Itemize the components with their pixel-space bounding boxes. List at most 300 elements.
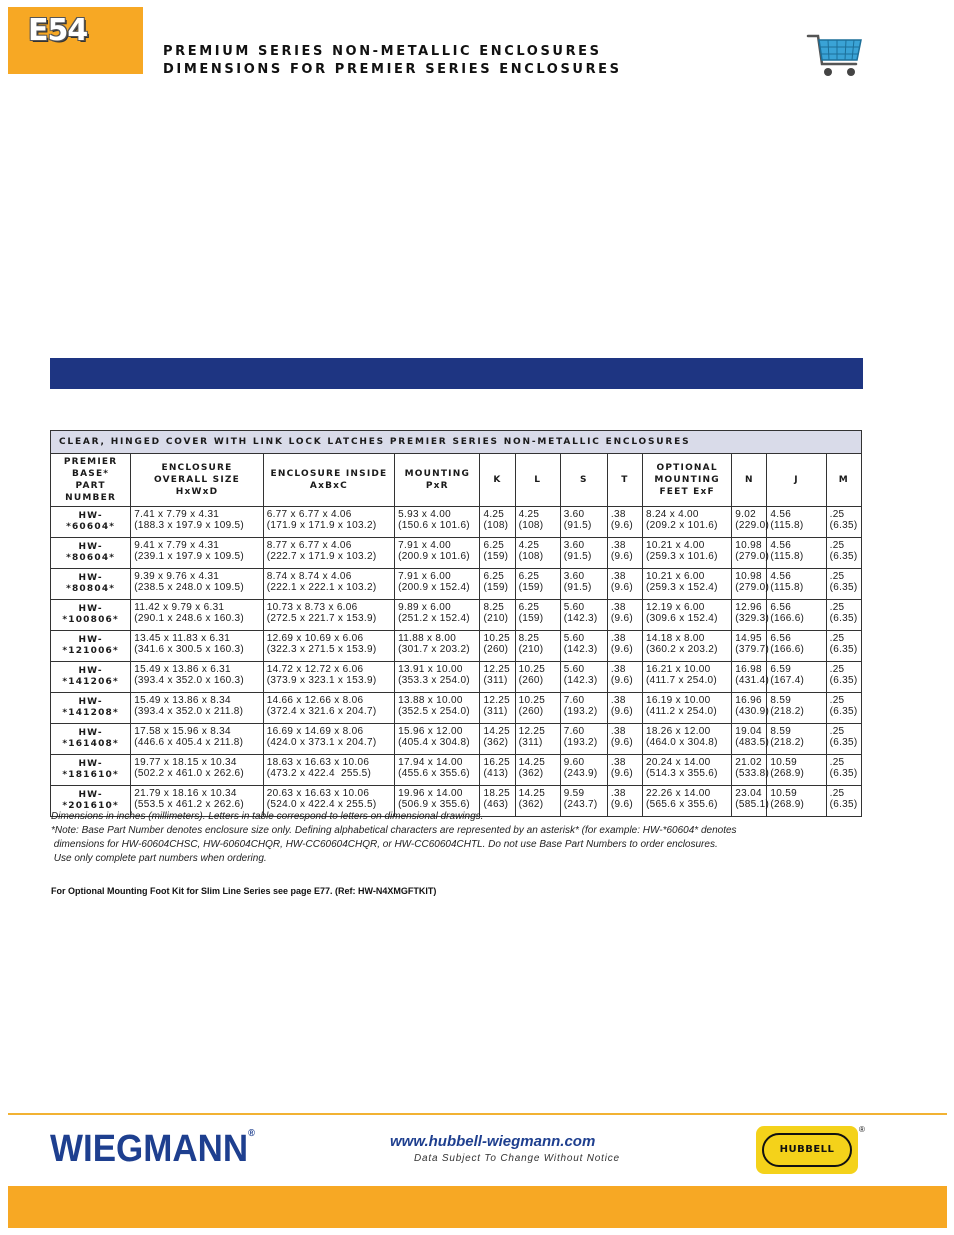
mm-value: (362) [518, 768, 544, 779]
inch-value: .25 [829, 726, 845, 737]
footer-bar [8, 1186, 947, 1228]
dimension-cell [131, 631, 263, 662]
mm-value: (150.6 x 101.6) [398, 520, 470, 531]
mm-value: (311) [483, 675, 508, 686]
inch-value: 14.72 x 12.72 x 6.06 [266, 664, 364, 675]
header-title-line-1: PREMIUM SERIES NON-METALLIC ENCLOSURES [163, 44, 602, 59]
mm-value: (483.5) [735, 737, 770, 748]
inch-value: 16.25 [483, 757, 510, 768]
inch-value: .38 [610, 633, 626, 644]
column-header-line: K [493, 475, 502, 485]
column-header-line: BASE* [72, 469, 110, 479]
part-number-cell: HW-*201610* [51, 786, 131, 817]
column-header [643, 454, 732, 507]
inch-value: .25 [829, 509, 845, 520]
inch-value: 10.21 x 4.00 [646, 540, 705, 551]
dimension-cell [480, 662, 515, 693]
mm-value: (464.0 x 304.8) [646, 737, 718, 748]
mm-value: (309.6 x 152.4) [646, 613, 718, 624]
column-header [480, 454, 515, 507]
dimension-cell [395, 538, 480, 569]
dimension-cell [560, 569, 607, 600]
inch-value: 9.02 [735, 509, 756, 520]
dimension-cell [131, 507, 263, 538]
dimension-cell [767, 755, 826, 786]
inch-value: 6.59 [770, 664, 792, 675]
inch-value: 22.26 x 14.00 [646, 788, 711, 799]
inch-value: .25 [829, 695, 845, 706]
dimension-cell [560, 662, 607, 693]
dimension-cell [732, 755, 770, 786]
inch-value: 10.98 [735, 571, 762, 582]
dimension-cell [826, 662, 861, 693]
column-header-line: PREMIER [63, 457, 118, 467]
dimension-cell [826, 631, 861, 662]
mm-value: (533.8) [735, 768, 770, 779]
inch-value: .25 [829, 571, 845, 582]
section-header-bar [50, 358, 863, 389]
dimension-cell [560, 631, 607, 662]
header-title-line-2: DIMENSIONS FOR PREMIER SERIES ENCLOSURES [163, 62, 622, 77]
dimension-cell [767, 538, 826, 569]
mm-value: (166.6) [770, 613, 805, 624]
column-header-line: PART NUMBER [65, 481, 117, 503]
mm-value: (6.35) [829, 644, 858, 655]
inch-value: 21.02 [735, 757, 762, 768]
inch-value: 12.96 [735, 602, 762, 613]
table-row [51, 693, 862, 724]
section-badge [8, 7, 143, 74]
hubbell-registered-mark: ® [859, 1125, 865, 1134]
dimension-cell [643, 755, 732, 786]
mm-value: (243.7) [563, 799, 598, 810]
dimension-cell [732, 662, 770, 693]
inch-value: 9.59 [563, 788, 585, 799]
mm-value: (209.2 x 101.6) [646, 520, 718, 531]
dimension-cell [263, 755, 394, 786]
optional-foot-kit-note: For Optional Mounting Foot Kit for Slim Line Series see page E77. (Ref: HW-N4XMGFTKIT) [51, 886, 437, 896]
mm-value: (430.9) [735, 706, 770, 717]
mm-value: (6.35) [829, 675, 858, 686]
mm-value: (268.9) [770, 768, 805, 779]
mm-value: (260) [483, 644, 509, 655]
inch-value: 3.60 [563, 540, 585, 551]
dimension-cell [767, 662, 826, 693]
mm-value: (446.6 x 405.4 x 211.8) [134, 737, 244, 748]
inch-value: 8.59 [770, 695, 792, 706]
mm-value: (108) [518, 551, 544, 562]
note-line: dimensions for HW-60604CHSC, HW-60604CHQR, HW-CC60604CHQR, or HW-CC60604CHTL. Do not use Base Part Numbers to order enclosures. [51, 839, 718, 850]
inch-value: 11.42 x 9.79 x 6.31 [134, 602, 225, 613]
mm-value: (6.35) [829, 613, 858, 624]
dimension-cell [643, 600, 732, 631]
mm-value: (424.0 x 373.1 x 204.7) [266, 737, 377, 748]
dimension-cell [515, 693, 560, 724]
inch-value: 5.60 [563, 633, 585, 644]
inch-value: 14.66 x 12.66 x 8.06 [266, 695, 364, 706]
inch-value: 23.04 [735, 788, 762, 799]
mm-value: (239.1 x 197.9 x 109.5) [134, 551, 245, 562]
part-number-cell: HW-*80604* [51, 538, 131, 569]
inch-value: 14.25 [518, 788, 546, 799]
part-number-cell: HW-*100806* [51, 600, 131, 631]
mm-value: (259.3 x 101.6) [646, 551, 718, 562]
mm-value: (193.2) [563, 706, 598, 717]
mm-value: (373.9 x 323.1 x 153.9) [266, 675, 377, 686]
inch-value: 14.25 [483, 726, 510, 737]
inch-value: .25 [829, 633, 845, 644]
inch-value: .38 [610, 571, 626, 582]
dimension-cell [480, 538, 515, 569]
inch-value: 15.96 x 12.00 [398, 726, 463, 737]
note-line: Use only complete part numbers when ordering. [51, 853, 267, 864]
dimension-cell [515, 755, 560, 786]
inch-value: 10.59 [770, 757, 797, 768]
inch-value: 9.89 x 6.00 [398, 602, 451, 613]
inch-value: .38 [610, 788, 626, 799]
mm-value: (159) [518, 613, 544, 624]
mm-value: (6.35) [829, 582, 858, 593]
inch-value: 4.25 [518, 540, 540, 551]
dimension-cell [263, 569, 394, 600]
dimension-cell [826, 755, 861, 786]
dimension-cell [560, 600, 607, 631]
mm-value: (9.6) [610, 613, 633, 624]
inch-value: .38 [610, 540, 626, 551]
inch-value: .38 [610, 757, 626, 768]
dimension-cell [732, 600, 770, 631]
mm-value: (210) [518, 644, 544, 655]
inch-value: 8.25 [518, 633, 540, 644]
mm-value: (362) [518, 799, 544, 810]
dimension-cell [826, 569, 861, 600]
mm-value: (159) [483, 551, 509, 562]
dimension-cell [607, 600, 642, 631]
inch-value: 21.79 x 18.16 x 10.34 [134, 788, 237, 799]
dimension-cell [480, 569, 515, 600]
inch-value: 6.25 [483, 540, 505, 551]
column-header-line: OPTIONAL [656, 463, 718, 473]
dimension-cell [767, 786, 826, 817]
dimension-cell [263, 600, 394, 631]
mm-value: (553.5 x 461.2 x 262.6) [134, 799, 245, 810]
dimension-cell [643, 631, 732, 662]
dimension-cell [826, 724, 861, 755]
dimension-cell [607, 693, 642, 724]
dimension-cell [826, 538, 861, 569]
note-line: *Note: Base Part Number denotes enclosure size only. Defining alphabetical characters are represented by an asterisk* (for example: HW-*60604* denotes [51, 825, 737, 836]
inch-value: 10.21 x 6.00 [646, 571, 705, 582]
mm-value: (259.3 x 152.4) [646, 582, 718, 593]
logo-registered-mark: ® [248, 1128, 255, 1139]
inch-value: 16.19 x 10.00 [646, 695, 711, 706]
dimension-cell [395, 755, 480, 786]
table-title: CLEAR, HINGED COVER WITH LINK LOCK LATCHES PREMIER SERIES NON-METALLIC ENCLOSURES [51, 431, 862, 454]
inch-value: 10.25 [483, 633, 510, 644]
mm-value: (167.4) [770, 675, 805, 686]
column-header [395, 454, 480, 507]
inch-value: 12.69 x 10.69 x 6.06 [266, 633, 364, 644]
inch-value: .38 [610, 726, 626, 737]
badge-label: E54 [28, 13, 88, 48]
inch-value: 7.91 x 4.00 [398, 540, 451, 551]
shopping-cart-icon[interactable] [806, 30, 864, 80]
mm-value: (372.4 x 321.6 x 204.7) [266, 706, 377, 717]
dimension-cell [732, 631, 770, 662]
mm-value: (91.5) [563, 551, 592, 562]
inch-value: 9.41 x 7.79 x 4.31 [134, 540, 220, 551]
dimensions-table [50, 430, 862, 817]
inch-value: 9.60 [563, 757, 585, 768]
inch-value: 12.25 [483, 695, 510, 706]
mm-value: (6.35) [829, 520, 858, 531]
inch-value: 19.77 x 18.15 x 10.34 [134, 757, 237, 768]
wiegmann-logo [50, 1128, 255, 1171]
dimension-cell [395, 631, 480, 662]
disclaimer-text: Data Subject To Change Without Notice [414, 1153, 620, 1164]
table-row [51, 724, 862, 755]
inch-value: 7.41 x 7.79 x 4.31 [134, 509, 220, 520]
column-header [767, 454, 826, 507]
dimension-cell [395, 693, 480, 724]
inch-value: 9.39 x 9.76 x 4.31 [134, 571, 220, 582]
dimension-cell [732, 786, 770, 817]
mm-value: (6.35) [829, 551, 858, 562]
inch-value: 10.25 [518, 695, 546, 706]
inch-value: 10.25 [518, 664, 546, 675]
column-header-line: ENCLOSURE [161, 463, 233, 473]
dimension-cell [732, 507, 770, 538]
column-header-line: MOUNTING [404, 469, 471, 479]
inch-value: 15.49 x 13.86 x 8.34 [134, 695, 231, 706]
dimension-cell [395, 724, 480, 755]
inch-value: 6.25 [518, 602, 540, 613]
mm-value: (210) [483, 613, 509, 624]
inch-value: 4.56 [770, 509, 792, 520]
column-header [560, 454, 607, 507]
column-header-line: MOUNTING [654, 475, 720, 485]
dimension-cell [515, 538, 560, 569]
column-header [607, 454, 642, 507]
footer-divider [8, 1113, 947, 1115]
mm-value: (115.8) [770, 551, 804, 562]
mm-value: (9.6) [610, 582, 633, 593]
dimension-cell [643, 662, 732, 693]
dimension-cell [732, 724, 770, 755]
mm-value: (9.6) [610, 768, 633, 779]
mm-value: (200.9 x 152.4) [398, 582, 470, 593]
dimension-cell [767, 724, 826, 755]
mm-value: (142.3) [563, 613, 598, 624]
column-header-line: PxR [425, 481, 449, 491]
dimension-cell [732, 538, 770, 569]
dimension-cell [131, 662, 263, 693]
dimension-cell [515, 569, 560, 600]
table-row [51, 600, 862, 631]
dimension-cell [643, 569, 732, 600]
hubbell-logo-ring [762, 1133, 852, 1167]
mm-value: (279.0) [735, 582, 770, 593]
mm-value: (362) [483, 737, 509, 748]
inch-value: 3.60 [563, 571, 585, 582]
inch-value: 16.98 [735, 664, 762, 675]
dimension-cell [480, 693, 515, 724]
mm-value: (393.4 x 352.0 x 160.3) [134, 675, 245, 686]
mm-value: (431.4) [735, 675, 770, 686]
mm-value: (188.3 x 197.9 x 109.5) [134, 520, 245, 531]
mm-value: (115.8) [770, 520, 804, 531]
mm-value: (322.3 x 271.5 x 153.9) [266, 644, 377, 655]
mm-value: (360.2 x 203.2) [646, 644, 718, 655]
inch-value: 6.56 [770, 633, 792, 644]
dimension-cell [560, 755, 607, 786]
inch-value: 16.69 x 14.69 x 8.06 [266, 726, 364, 737]
dimension-cell [607, 755, 642, 786]
dimension-cell [767, 600, 826, 631]
column-header-line: S [579, 475, 588, 485]
column-header [826, 454, 861, 507]
mm-value: (159) [518, 582, 544, 593]
inch-value: 16.21 x 10.00 [646, 664, 711, 675]
mm-value: (218.2) [770, 737, 805, 748]
mm-value: (9.6) [610, 737, 633, 748]
inch-value: 8.24 x 4.00 [646, 509, 699, 520]
logo-text: WIEGMANN [50, 1128, 249, 1170]
inch-value: .25 [829, 664, 845, 675]
table-notes [51, 810, 737, 866]
dimension-cell [826, 600, 861, 631]
inch-value: 20.24 x 14.00 [646, 757, 711, 768]
dimension-cell [480, 755, 515, 786]
mm-value: (108) [483, 520, 509, 531]
mm-value: (585.1) [735, 799, 770, 810]
dimension-cell [732, 693, 770, 724]
dimension-cell [607, 569, 642, 600]
dimension-cell [607, 724, 642, 755]
mm-value: (251.2 x 152.4) [398, 613, 470, 624]
dimension-cell [131, 600, 263, 631]
mm-value: (142.3) [563, 644, 598, 655]
mm-value: (463) [483, 799, 509, 810]
table-row [51, 569, 862, 600]
column-header [732, 454, 767, 507]
dimension-cell [826, 507, 861, 538]
dimension-cell [767, 569, 826, 600]
part-number-cell: HW-*181610* [51, 755, 131, 786]
mm-value: (6.35) [829, 737, 858, 748]
column-header-line: OVERALL SIZE [154, 475, 240, 485]
inch-value: 16.96 [735, 695, 762, 706]
column-header-line: N [744, 475, 754, 485]
dimension-cell [395, 662, 480, 693]
mm-value: (9.6) [610, 644, 633, 655]
column-header [515, 454, 560, 507]
inch-value: .38 [610, 509, 626, 520]
mm-value: (229.0) [735, 520, 770, 531]
inch-value: 4.56 [770, 540, 792, 551]
column-header [263, 454, 394, 507]
dimension-cell [515, 662, 560, 693]
inch-value: 4.25 [518, 509, 540, 520]
dimension-cell [560, 724, 607, 755]
mm-value: (379.7) [735, 644, 770, 655]
inch-value: 10.59 [770, 788, 797, 799]
website-link[interactable]: www.hubbell-wiegmann.com [390, 1133, 596, 1150]
dimension-cell [643, 507, 732, 538]
inch-value: .38 [610, 602, 626, 613]
dimension-cell [131, 538, 263, 569]
dimension-cell [732, 569, 770, 600]
mm-value: (200.9 x 101.6) [398, 551, 470, 562]
column-header-line: M [838, 475, 849, 485]
dimension-cell [560, 507, 607, 538]
mm-value: (222.1 x 222.1 x 103.2) [266, 582, 377, 593]
dimension-cell [643, 538, 732, 569]
column-header [131, 454, 263, 507]
inch-value: 6.25 [483, 571, 505, 582]
mm-value: (9.6) [610, 520, 633, 531]
mm-value: (9.6) [610, 706, 633, 717]
column-header-line: J [794, 475, 799, 485]
inch-value: 8.74 x 8.74 x 4.06 [266, 571, 352, 582]
mm-value: (301.7 x 203.2) [398, 644, 470, 655]
mm-value: (502.2 x 461.0 x 262.6) [134, 768, 245, 779]
inch-value: 4.56 [770, 571, 792, 582]
part-number-cell: HW-*60604* [51, 507, 131, 538]
inch-value: 14.25 [518, 757, 546, 768]
mm-value: (193.2) [563, 737, 598, 748]
mm-value: (260) [518, 675, 544, 686]
note-line: Dimensions in inches (millimeters). Letters in table correspond to letters on dimensional drawings. [51, 811, 484, 822]
dimension-cell [515, 600, 560, 631]
inch-value: 7.60 [563, 726, 585, 737]
dimension-cell [767, 693, 826, 724]
mm-value: (353.3 x 254.0) [398, 675, 470, 686]
inch-value: 6.77 x 6.77 x 4.06 [266, 509, 352, 520]
mm-value: (341.6 x 300.5 x 160.3) [134, 644, 245, 655]
dimension-cell [263, 693, 394, 724]
table-row [51, 662, 862, 693]
mm-value: (455.6 x 355.6) [398, 768, 470, 779]
inch-value: 17.94 x 14.00 [398, 757, 463, 768]
column-header-line: HxWxD [175, 487, 219, 497]
mm-value: (260) [518, 706, 544, 717]
inch-value: 8.59 [770, 726, 792, 737]
column-header-line: ENCLOSURE INSIDE [270, 469, 388, 479]
mm-value: (9.6) [610, 799, 633, 810]
mm-value: (6.35) [829, 799, 858, 810]
inch-value: 13.45 x 11.83 x 6.31 [134, 633, 231, 644]
mm-value: (473.2 x 422.4 255.5) [266, 768, 372, 779]
mm-value: (238.5 x 248.0 x 109.5) [134, 582, 245, 593]
dimension-cell [643, 693, 732, 724]
inch-value: 8.77 x 6.77 x 4.06 [266, 540, 352, 551]
inch-value: 14.95 [735, 633, 762, 644]
column-header-line: FEET ExF [659, 487, 715, 497]
inch-value: 10.73 x 8.73 x 6.06 [266, 602, 358, 613]
mm-value: (91.5) [563, 582, 592, 593]
inch-value: 18.25 [483, 788, 510, 799]
inch-value: 14.18 x 8.00 [646, 633, 705, 644]
dimension-cell [131, 755, 263, 786]
inch-value: .38 [610, 664, 626, 675]
inch-value: 6.25 [518, 571, 540, 582]
dimension-cell [395, 600, 480, 631]
dimension-cell [263, 507, 394, 538]
mm-value: (243.9) [563, 768, 598, 779]
dimension-cell [395, 507, 480, 538]
dimension-cell [826, 786, 861, 817]
